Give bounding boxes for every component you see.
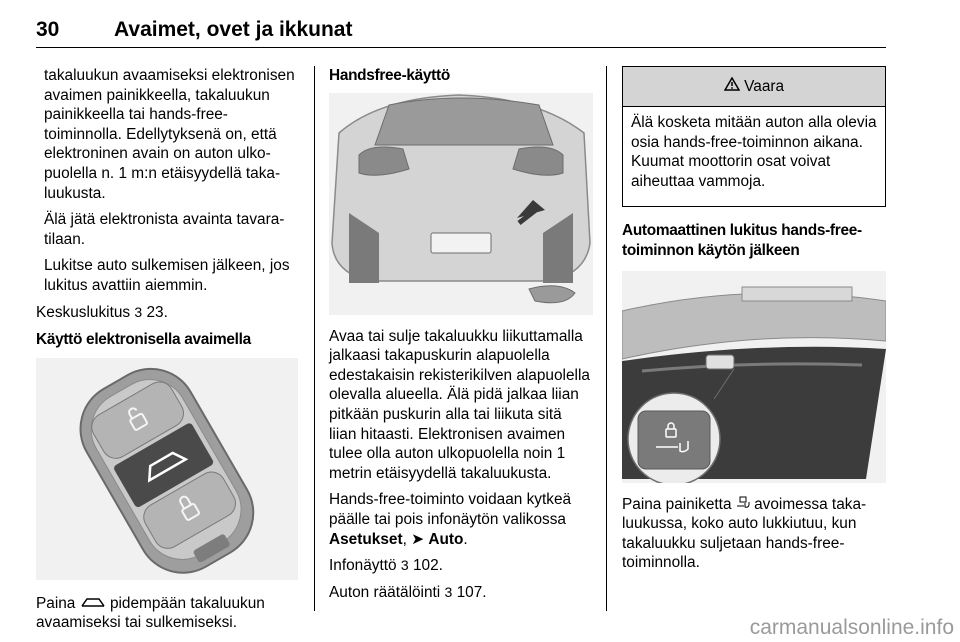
paragraph: Paina painiketta avoimessa takaluukussa, koko auto lukkiutuu, kun takaluukku suljetaan hands-free-toiminnolla.: [622, 495, 867, 572]
cross-reference[interactable]: Keskuslukitus 3 23.: [36, 303, 168, 321]
key-fob-illustration: [36, 358, 298, 580]
section-heading: Automaattinen lukitus hands-free-toiminnon käytön jälkeen: [622, 222, 862, 259]
chapter-title: Avaimet, ovet ja ikkunat: [114, 18, 353, 41]
ref-arrow-icon: 3: [400, 557, 409, 574]
ref-arrow-icon: 3: [134, 303, 143, 320]
ref-arrow-icon: 3: [444, 583, 453, 600]
paragraph: Älä jätä elektronista avainta tavaratilaan.: [44, 211, 285, 248]
paragraph: Hands-free-toiminto voidaan kytkeä päälle tai pois infonäytön valikossa Asetukset, ➤ Auto.: [329, 491, 572, 548]
column-divider: [606, 66, 607, 611]
watermark: carmanualsonline.info: [749, 616, 954, 639]
warning-title: Vaara: [744, 78, 785, 95]
menu-item-auto: Auto: [428, 530, 464, 548]
warning-header: [623, 67, 885, 107]
cross-reference[interactable]: Infonäyttö 3 102.: [329, 557, 443, 575]
column-middle: [329, 66, 593, 609]
cross-reference[interactable]: Auton räätälöinti 3 107.: [329, 583, 487, 601]
warning-box: [622, 66, 886, 207]
trunk-open-icon: [80, 595, 106, 612]
menu-item-asetukset: Asetukset: [329, 530, 403, 548]
tailgate-button-illustration: [622, 271, 886, 483]
warning-text: Älä kosketa mitään auton alla olevia osia hands-free-toiminnon aikana. Kuumat moottorin osat voivat aiheuttaa vammoja.: [631, 114, 877, 190]
column-left: [36, 66, 298, 640]
section-heading: Handsfree-käyttö: [329, 67, 450, 84]
column-divider: [314, 66, 315, 611]
lock-foot-icon: [736, 496, 750, 513]
menu-arrow-icon: ➤: [411, 530, 425, 548]
column-right: [622, 66, 886, 580]
paragraph: takaluukun avaamiseksi elektronisen avaimen painikkeella, takaluukun painikkeella tai hands-free-toiminnolla. Edellytyksenä on, että elektroninen avain on auton ulkopuolella n. 1 m:n etäisyydellä takaluukusta.: [44, 67, 295, 202]
section-heading: Käyttö elektronisella avaimella: [36, 331, 251, 349]
page-header: [36, 8, 886, 48]
paragraph: Avaa tai sulje takaluukku liikuttamalla jalkaasi takapuskurin alapuolella edestakaisin rekisterikilven alapuolella olevalla alueella. Älä pidä jalkaa liian pitkään puskurin alla tai liikuta sitä liian hitaasti. Elektronisen avaimen tulee olla auton ulkopuolella noin 1 metrin etäisyydellä takaluukusta.: [329, 327, 590, 482]
page-number: 30: [36, 18, 60, 41]
paragraph: Lukitse auto sulkemisen jälkeen, jos lukitus avattiin aiemmin.: [44, 257, 290, 294]
warning-icon: [724, 78, 740, 95]
car-rear-illustration: [329, 93, 593, 315]
paragraph: Paina pidempään takaluukun avaamiseksi tai sulkemiseksi.: [36, 594, 265, 632]
